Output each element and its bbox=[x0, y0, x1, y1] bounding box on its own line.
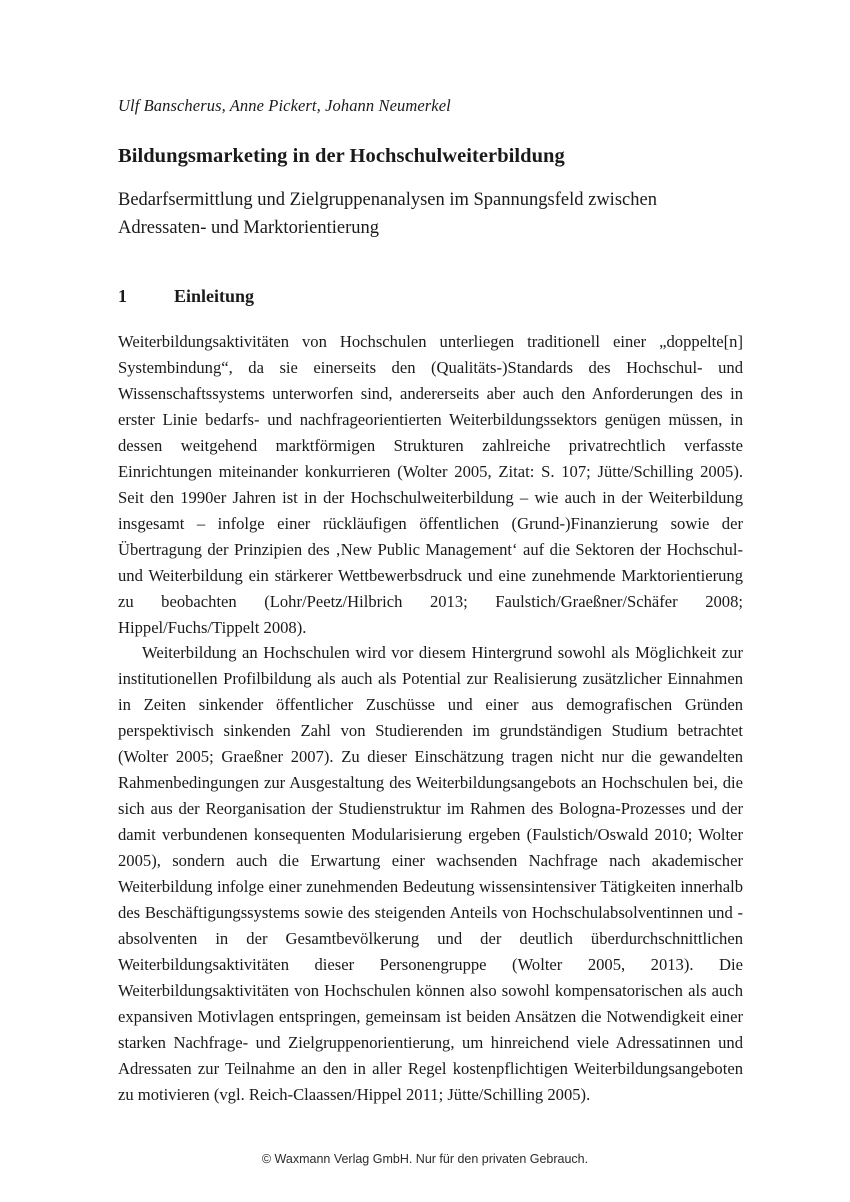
page-subtitle: Bedarfsermittlung und Zielgruppenanalysen im Spannungsfeld zwischen Adressaten- und Marktorientierung bbox=[118, 189, 657, 238]
body-paragraph-1: Weiterbildungsaktivitäten von Hochschulen unterliegen traditionell einer „doppelte[n] Systembindung“, da sie einerseits den (Qualitäts-)Standards des Hochschul- und Wissenschaftssystems unterworfen sind, andererseits aber auch den Anforderungen des in erster Linie bedarfs- und nachfrageorientierten Weiterbildungssektors genügen müssen, in dessen weitgehend marktförmigen Strukturen zahlreiche privatrechtlich verfasste Einrichtungen miteinander konkurrieren (Wolter 2005, Zitat: S. 107; Jütte/Schilling 2005). Seit den 1990er Jahren ist in der Hochschulweiterbildung – wie auch in der Weiterbildung insgesamt – infolge einer rückläufigen öffentlichen (Grund-)Finanzierung sowie der Übertragung der Prinzipien des ‚New Public Management‘ auf die Sektoren der Hochschul- und Weiterbildung ein stärkerer Wettbewerbsdruck und eine zunehmende Marktorientierung zu beobachten (Lohr/Peetz/Hilbrich 2013; Faulstich/Graeßner/Schäfer 2008; Hippel/Fuchs/Tippelt 2008). bbox=[118, 331, 743, 637]
section-number: 1 bbox=[118, 285, 127, 306]
section-heading bbox=[118, 286, 743, 307]
section-title: Einleitung bbox=[174, 285, 255, 306]
author-line: Ulf Banscherus, Anne Pickert, Johann Neumerkel bbox=[118, 96, 451, 115]
page-content bbox=[118, 96, 743, 1108]
copyright-footer: © Waxmann Verlag GmbH. Nur für den privaten Gebrauch. bbox=[261, 1152, 589, 1166]
page-title: Bildungsmarketing in der Hochschulweiterbildung bbox=[118, 145, 565, 167]
body-paragraph-2: Weiterbildung an Hochschulen wird vor diesem Hintergrund sowohl als Möglichkeit zur institutionellen Profilbildung als auch als Potential zur Realisierung zusätzlicher Einnahmen in Zeiten sinkender öffentlicher Zuschüsse und einer aus demografischen Gründen perspektivisch sinkenden Zahl von Studierenden im grundständigen Studium betrachtet (Wolter 2005; Graeßner 2007). Zu dieser Einschätzung tragen nicht nur die gewandelten Rahmenbedingungen zur Ausgestaltung des Weiterbildungsangebots an Hochschulen bei, die sich aus der Reorganisation der Studienstruktur im Rahmen des Bologna-Prozesses und der damit verbundenen konsequenten Modularisierung ergeben (Faulstich/Oswald 2010; Wolter 2005), sondern auch die Erwartung einer wachsenden Nachfrage nach akademischer Weiterbildung infolge einer zunehmenden Bedeutung wissensintensiver Tätigkeiten innerhalb des Beschäftigungssystems sowie des steigenden Anteils von Hochschulabsolventinnen und -absolventen in der Gesamtbevölkerung und der deutlich überdurchschnittlichen Weiterbildungsaktivitäten dieser Personengruppe (Wolter 2005, 2013). Die Weiterbildungsaktivitäten von Hochschulen können also sowohl kompensatorischen als auch expansiven Motivlagen entspringen, gemeinsam ist beiden Ansätzen die Notwendigkeit einer starken Nachfrage- und Zielgruppenorientierung, um hinreichend viele Adressatinnen und Adressaten zur Teilnahme an den in aller Regel kostenpflichtigen Weiterbildungsangeboten zu motivieren (vgl. Reich-Claassen/Hippel 2011; Jütte/Schilling 2005). bbox=[118, 643, 743, 1104]
